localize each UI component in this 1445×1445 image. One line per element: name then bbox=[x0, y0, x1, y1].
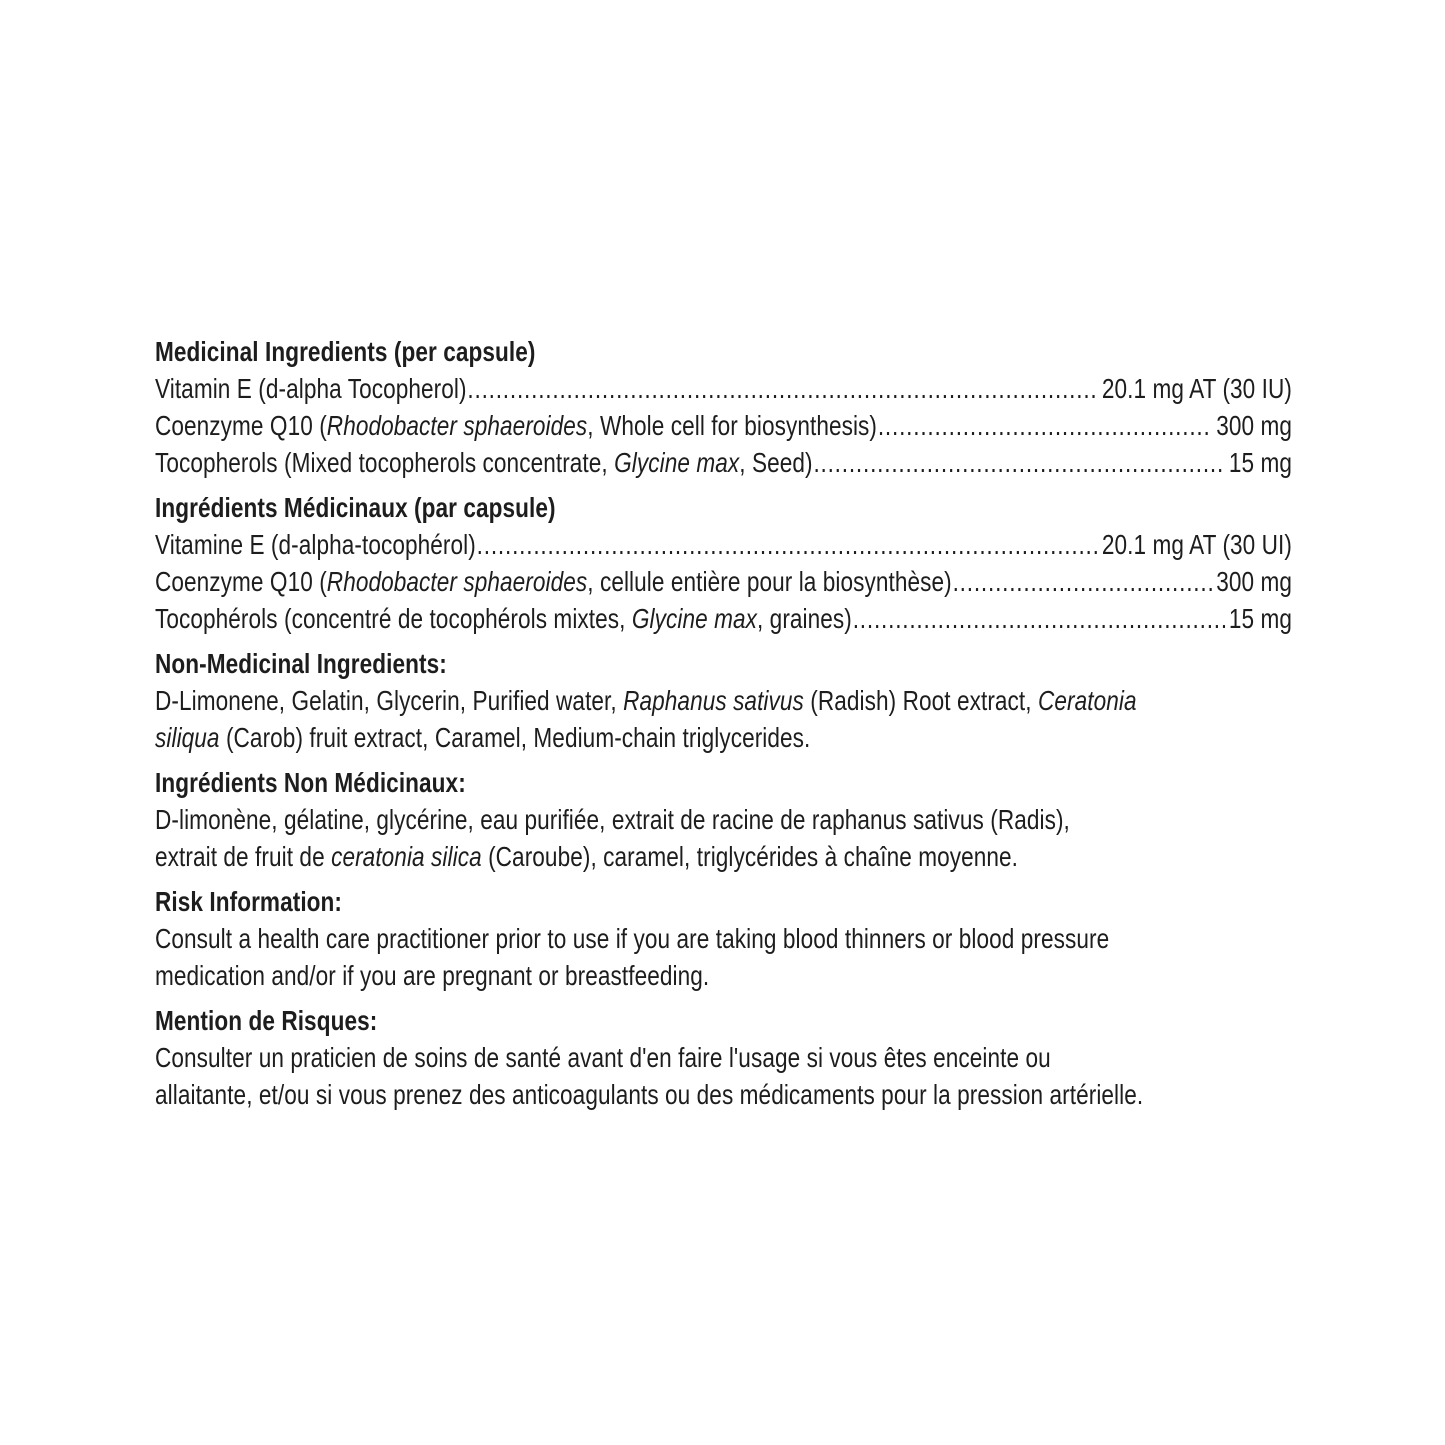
dot-leader bbox=[813, 444, 1225, 481]
text-segment: Tocophérols (concentré de tocophérols mixtes, bbox=[155, 603, 632, 634]
section-medicinal-ingredients-fr bbox=[155, 489, 1292, 637]
text-segment: allaitante, et/ou si vous prenez des anticoagulants ou des médicaments pour la pression artérielle. bbox=[155, 1079, 1144, 1110]
ingredient-name bbox=[155, 370, 467, 407]
ingredient-name bbox=[155, 444, 813, 481]
text-segment: extrait de fruit de bbox=[155, 841, 332, 872]
latin-name-italic: ceratonia silica bbox=[331, 841, 482, 872]
latin-name-italic: siliqua bbox=[155, 722, 220, 753]
text-segment: Tocopherols (Mixed tocopherols concentrate, bbox=[155, 447, 615, 478]
body-text-line bbox=[155, 920, 1292, 957]
ingredient-amount: 20.1 mg AT (30 UI) bbox=[1101, 529, 1293, 560]
latin-name-italic: Glycine max bbox=[631, 603, 757, 634]
ingredient-name bbox=[155, 563, 952, 600]
section-heading-risk-fr: Mention de Risques: bbox=[155, 1005, 378, 1036]
body-text-line bbox=[155, 1076, 1292, 1113]
ingredient-amount: 15 mg bbox=[1228, 447, 1293, 478]
section-heading-non-medicinal-en: Non-Medicinal Ingredients: bbox=[155, 648, 447, 679]
ingredient-name bbox=[155, 407, 877, 444]
ingredient-row-tocopherols-en bbox=[155, 444, 1292, 481]
latin-name-italic: Ceratonia bbox=[1037, 685, 1137, 716]
text-segment: , Whole cell for biosynthesis) bbox=[587, 410, 878, 441]
ingredient-row-vitamin-e-en bbox=[155, 370, 1292, 407]
ingredient-row-tocopherols-fr bbox=[155, 600, 1292, 637]
text-segment: (Carob) fruit extract, Caramel, Medium-chain triglycerides. bbox=[219, 722, 811, 753]
ingredient-row-coq10-en bbox=[155, 407, 1292, 444]
dot-leader bbox=[877, 407, 1212, 444]
dot-leader bbox=[952, 563, 1212, 600]
text-segment: , graines) bbox=[756, 603, 852, 634]
text-segment: Vitamin E (d-alpha Tocopherol) bbox=[155, 373, 467, 404]
body-text-line bbox=[155, 1039, 1292, 1076]
ingredient-amount: 15 mg bbox=[1228, 603, 1293, 634]
text-segment: , cellule entière pour la biosynthèse) bbox=[587, 566, 952, 597]
dot-leader bbox=[476, 526, 1098, 563]
text-segment: D-Limonene, Gelatin, Glycerin, Purified water, bbox=[155, 685, 624, 716]
body-text-line bbox=[155, 957, 1292, 994]
section-risk-information-en bbox=[155, 883, 1292, 994]
latin-name-italic: Rhodobacter sphaeroides bbox=[326, 410, 588, 441]
text-segment: medication and/or if you are pregnant or breastfeeding. bbox=[155, 960, 710, 991]
ingredient-amount: 300 mg bbox=[1216, 410, 1293, 441]
dot-leader bbox=[852, 600, 1225, 637]
latin-name-italic: Rhodobacter sphaeroides bbox=[326, 566, 588, 597]
ingredient-name bbox=[155, 600, 852, 637]
text-segment: Vitamine E (d-alpha-tocophérol) bbox=[155, 529, 476, 560]
text-segment: Consulter un praticien de soins de santé avant d'en faire l'usage si vous êtes enceinte ou bbox=[155, 1042, 1051, 1073]
ingredient-amount: 20.1 mg AT (30 IU) bbox=[1101, 373, 1293, 404]
text-segment: (Radish) Root extract, bbox=[803, 685, 1038, 716]
body-text-line bbox=[155, 719, 1292, 756]
text-segment: , Seed) bbox=[739, 447, 813, 478]
body-text-line bbox=[155, 838, 1292, 875]
text-segment: (Caroube), caramel, triglycérides à chaîne moyenne. bbox=[481, 841, 1019, 872]
text-segment: Coenzyme Q10 ( bbox=[155, 566, 327, 597]
section-non-medicinal-en bbox=[155, 645, 1292, 756]
section-heading-risk-en: Risk Information: bbox=[155, 886, 343, 917]
latin-name-italic: Glycine max bbox=[614, 447, 740, 478]
section-risk-information-fr bbox=[155, 1002, 1292, 1113]
section-heading-medicinal-fr: Ingrédients Médicinaux (par capsule) bbox=[155, 492, 556, 523]
body-text-line bbox=[155, 801, 1292, 838]
ingredient-row-vitamin-e-fr bbox=[155, 526, 1292, 563]
ingredient-row-coq10-fr bbox=[155, 563, 1292, 600]
section-non-medicinal-fr bbox=[155, 764, 1292, 875]
body-text-line bbox=[155, 682, 1292, 719]
latin-name-italic: Raphanus sativus bbox=[623, 685, 804, 716]
ingredient-name bbox=[155, 526, 476, 563]
dot-leader bbox=[467, 370, 1098, 407]
supplement-label-panel bbox=[155, 333, 1292, 1113]
text-segment: Coenzyme Q10 ( bbox=[155, 410, 327, 441]
ingredient-amount: 300 mg bbox=[1216, 566, 1293, 597]
section-medicinal-ingredients-en bbox=[155, 333, 1292, 481]
text-segment: Consult a health care practitioner prior to use if you are taking blood thinners or blood pressure bbox=[155, 923, 1110, 954]
text-segment: D-limonène, gélatine, glycérine, eau purifiée, extrait de racine de raphanus sativus (Radis), bbox=[155, 804, 1070, 835]
label-text-block bbox=[155, 333, 1292, 1113]
section-heading-non-medicinal-fr: Ingrédients Non Médicinaux: bbox=[155, 767, 466, 798]
section-heading-medicinal-en: Medicinal Ingredients (per capsule) bbox=[155, 336, 536, 367]
